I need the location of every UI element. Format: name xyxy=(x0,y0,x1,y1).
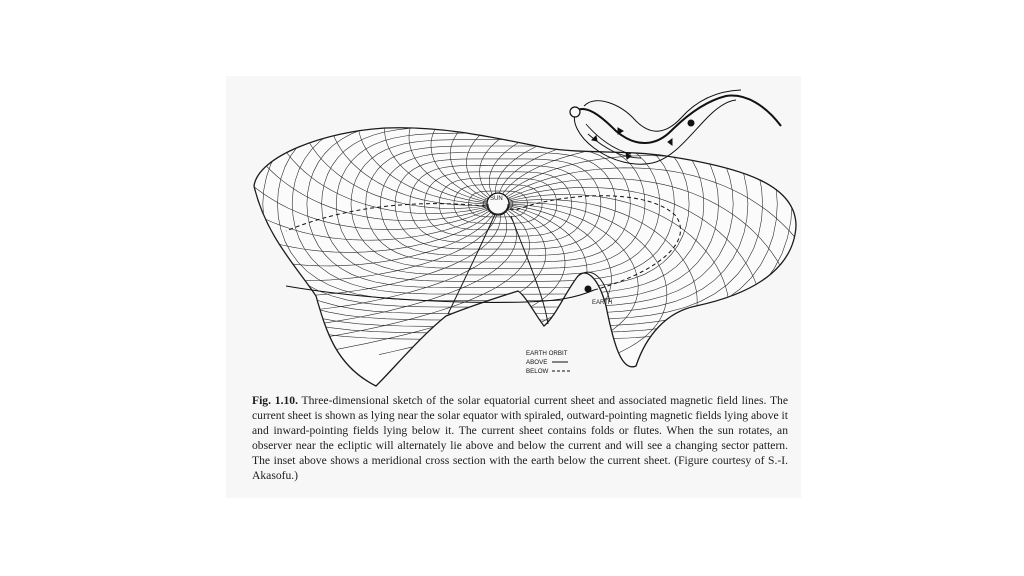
caption-label: Fig. 1.10. xyxy=(252,394,298,407)
inset-sun xyxy=(570,107,580,117)
caption-text: Three-dimensional sketch of the solar equatorial current sheet and associated magnetic field lines. The current sheet is shown as lying near the solar equator with spiraled, outward-pointing magnetic fields lying above it and inward-pointing fields lying below it. The current sheet contains folds or flutes. When the sun rotates, an observer near the ecliptic will alternately lie above and below the current and will see a changing sector pattern. The inset above shows a meridional cross section with the earth below the current sheet. (Figure courtesy of S.-I. Akasofu.) xyxy=(252,394,788,483)
meridional-inset xyxy=(570,90,781,164)
orbit-legend xyxy=(526,350,570,375)
legend-above-label: ABOVE xyxy=(526,359,548,366)
current-sheet-figure xyxy=(226,76,801,396)
book-page xyxy=(226,76,801,498)
earth-label: EARTH xyxy=(592,300,613,306)
sun xyxy=(487,193,509,215)
figure-caption xyxy=(252,393,788,484)
legend-title: EARTH ORBIT xyxy=(526,350,568,357)
current-sheet-outline xyxy=(254,128,796,386)
inset-earth xyxy=(688,120,694,126)
sun-label: SUN xyxy=(490,196,503,202)
legend-below-label: BELOW xyxy=(526,368,549,375)
